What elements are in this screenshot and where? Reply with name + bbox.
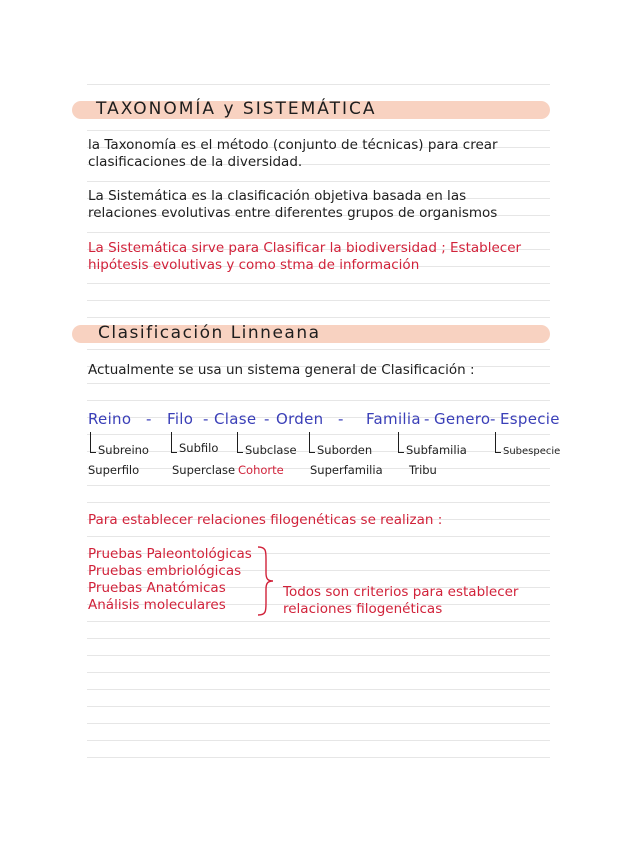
rank-separator: - bbox=[424, 410, 430, 428]
rule-line bbox=[87, 283, 550, 284]
superrank-superfilo: Superfilo bbox=[88, 463, 140, 477]
subrank-suborden: Suborden bbox=[317, 443, 373, 457]
rule-line bbox=[87, 181, 550, 182]
rule-line bbox=[87, 383, 550, 384]
rank-separator: - bbox=[338, 410, 344, 428]
superrank-cohorte: Cohorte bbox=[238, 463, 284, 477]
rank-reino: Reino bbox=[88, 410, 132, 428]
rule-line bbox=[87, 400, 550, 401]
curly-brace-icon bbox=[254, 545, 276, 617]
rank-separator: - bbox=[146, 410, 152, 428]
subrank-subespecie: Subespecie bbox=[503, 446, 561, 457]
evidence-item: Pruebas Paleontológicas bbox=[88, 546, 252, 562]
paragraph-taxonomia-line2: clasificaciones de la diversidad. bbox=[88, 154, 303, 170]
rule-line bbox=[87, 349, 550, 350]
rule-line bbox=[87, 723, 550, 724]
evidence-item: Análisis moleculares bbox=[88, 597, 226, 613]
bracket-mark bbox=[309, 432, 315, 453]
conclusion-line1: Todos son criterios para establecer bbox=[283, 584, 519, 600]
rule-line bbox=[87, 232, 550, 233]
rule-line bbox=[87, 536, 550, 537]
superrank-superfamilia: Superfamilia bbox=[310, 463, 383, 477]
bracket-mark bbox=[171, 432, 177, 453]
paragraph-sistematica-line1: La Sistemática es la clasificación objetiva basada en las bbox=[88, 188, 467, 204]
subrank-subfilo: Subfilo bbox=[179, 441, 219, 455]
rank-clase: Clase bbox=[214, 410, 257, 428]
rule-line bbox=[87, 485, 550, 486]
subrank-subreino: Subreino bbox=[98, 443, 149, 457]
rule-line bbox=[87, 502, 550, 503]
superrank-superclase: Superclase bbox=[172, 463, 236, 477]
bracket-mark bbox=[495, 432, 501, 453]
paragraph-sistematica-line2: relaciones evolutivas entre diferentes grupos de organismos bbox=[88, 205, 498, 221]
rule-line bbox=[87, 638, 550, 639]
rank-filo: Filo bbox=[167, 410, 194, 428]
rank-separator: - bbox=[264, 410, 270, 428]
evidence-item: Pruebas Anatómicas bbox=[88, 580, 226, 596]
rank-separator: - bbox=[203, 410, 209, 428]
rank-separator: - bbox=[490, 410, 496, 428]
relations-intro: Para establecer relaciones filogenéticas se realizan : bbox=[88, 512, 443, 528]
rule-line bbox=[87, 300, 550, 301]
bracket-mark bbox=[237, 432, 243, 453]
rule-line bbox=[87, 655, 550, 656]
bracket-mark bbox=[398, 432, 404, 453]
rank-familia: Familia bbox=[366, 410, 421, 428]
conclusion-line2: relaciones filogenéticas bbox=[283, 601, 443, 617]
paragraph-taxonomia-line1: la Taxonomía es el método (conjunto de técnicas) para crear bbox=[88, 137, 498, 153]
rule-line bbox=[87, 689, 550, 690]
rank-orden: Orden bbox=[276, 410, 324, 428]
rule-line bbox=[87, 84, 550, 85]
rule-line bbox=[87, 130, 550, 131]
rank-genero: Genero bbox=[434, 410, 491, 428]
section-title-taxonomia: TAXONOMÍA y SISTEMÁTICA bbox=[96, 99, 377, 119]
rule-line bbox=[87, 434, 550, 435]
rule-line bbox=[87, 706, 550, 707]
intro-text: Actualmente se usa un sistema general de Clasificación : bbox=[88, 362, 475, 378]
rule-line bbox=[87, 621, 550, 622]
evidence-item: Pruebas embriológicas bbox=[88, 563, 242, 579]
rule-line bbox=[87, 672, 550, 673]
red-note-line1: La Sistemática sirve para Clasificar la biodiversidad ; Establecer bbox=[88, 240, 522, 256]
rank-especie: Especie bbox=[500, 410, 560, 428]
rule-line bbox=[87, 317, 550, 318]
red-note-line2: hipótesis evolutivas y como stma de información bbox=[88, 257, 420, 273]
subrank-subclase: Subclase bbox=[245, 443, 297, 457]
superrank-tribu: Tribu bbox=[409, 463, 437, 477]
rule-line bbox=[87, 757, 550, 758]
subrank-subfamilia: Subfamilia bbox=[406, 443, 467, 457]
bracket-mark bbox=[90, 432, 96, 453]
section-title-clasificacion: Clasificación Linneana bbox=[98, 323, 321, 343]
rule-line bbox=[87, 740, 550, 741]
